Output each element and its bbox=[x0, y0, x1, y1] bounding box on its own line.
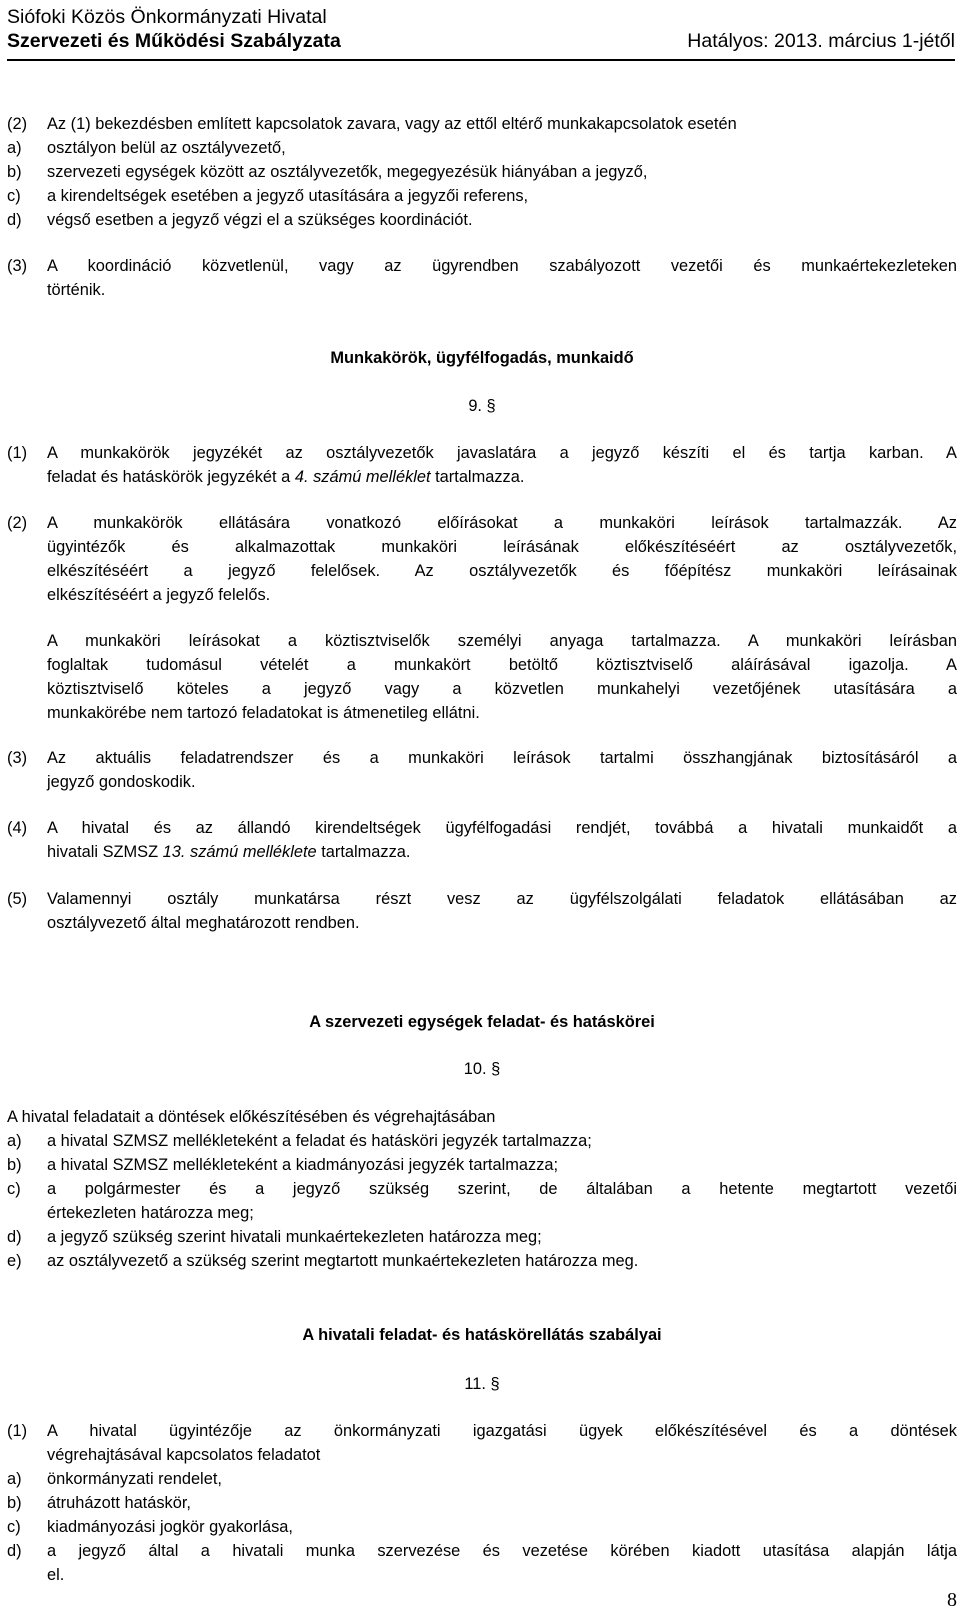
section-title: A hivatali feladat- és hatáskörellátás szabályai bbox=[302, 1326, 662, 1344]
list-text: önkormányzati rendelet, bbox=[47, 1470, 222, 1488]
list-text: osztályon belül az osztályvezető, bbox=[47, 139, 286, 157]
paragraph-text: A koordináció közvetlenül, vagy az ügyrendben szabályozott vezetői és munkaértekezleteken bbox=[47, 257, 957, 275]
section-title: Munkakörök, ügyfélfogadás, munkaidő bbox=[330, 349, 634, 367]
paragraph-text: Az (1) bekezdésben említett kapcsolatok zavara, vagy az ettől eltérő munkakapcsolatok esetén bbox=[47, 115, 737, 133]
paragraph-text: foglaltak tudomásul vételét a munkakört betöltő köztisztviselő aláírásával igazolja. A bbox=[47, 656, 957, 674]
list-mark: c) bbox=[7, 1180, 21, 1198]
paragraph-number: (1) bbox=[7, 1422, 28, 1440]
section-number bbox=[7, 1057, 957, 1081]
list-text: a polgármester és a jegyző szükség szerint, de általában a hetente megtartott vezetői bbox=[47, 1180, 957, 1198]
list-text: átruházott hatáskör, bbox=[47, 1494, 191, 1512]
list-text: a hivatal SZMSZ mellékleteként a feladat és hatásköri jegyzék tartalmazza; bbox=[47, 1132, 592, 1150]
paragraph-text: köztisztviselő köteles a jegyző vagy a közvetlen munkahelyi vezetőjének utasítására a bbox=[47, 680, 957, 698]
paragraph-number: (3) bbox=[7, 749, 28, 767]
list-mark: b) bbox=[7, 1156, 22, 1174]
section-num: 11. bbox=[464, 1375, 486, 1393]
section-intro: A hivatal feladatait a döntések előkészítésében és végrehajtásában bbox=[7, 1108, 496, 1126]
list-mark: b) bbox=[7, 1494, 22, 1512]
list-mark: a) bbox=[7, 1132, 22, 1150]
paragraph-text: osztályvezető által meghatározott rendben. bbox=[47, 914, 360, 932]
list-text: az osztályvezető a szükség szerint megtartott munkaértekezleten határozza meg. bbox=[47, 1252, 639, 1270]
list-text: a hivatal SZMSZ mellékleteként a kiadmányozási jegyzék tartalmazza; bbox=[47, 1156, 559, 1174]
list-text: a jegyző által a hivatali munka szervezése és vezetése körében kiadott utasítása alapján látja bbox=[47, 1542, 957, 1560]
paragraph-text: elkészítéséért a jegyző felelősek. Az osztályvezetők és főépítész munkaköri leírásainak bbox=[47, 562, 957, 580]
list-text: el. bbox=[47, 1566, 65, 1584]
paragraph-number: (2) bbox=[7, 514, 28, 532]
list-mark: d) bbox=[7, 1542, 22, 1560]
list-mark: a) bbox=[7, 139, 22, 157]
section-sign: § bbox=[486, 397, 496, 415]
list-mark: c) bbox=[7, 187, 21, 205]
section-title: A szervezeti egységek feladat- és hatáskörei bbox=[309, 1013, 655, 1031]
paragraph-text: végrehajtásával kapcsolatos feladatot bbox=[47, 1446, 321, 1464]
list-text: értekezleten határozza meg; bbox=[47, 1204, 254, 1222]
paragraph-text: elkészítéséért a jegyző felelős. bbox=[47, 586, 271, 604]
paragraph-text: munkakörébe nem tartozó feladatokat is átmenetileg ellátni. bbox=[47, 704, 480, 722]
annex-reference: 4. számú melléklet bbox=[294, 468, 431, 486]
page-number: 8 bbox=[947, 1589, 957, 1611]
paragraph-text: hivatali SZMSZ 13. számú melléklete tartalmazza. bbox=[47, 843, 411, 861]
section-sign: § bbox=[490, 1375, 500, 1393]
header-organization: Siófoki Közös Önkormányzati Hivatal bbox=[7, 6, 327, 28]
paragraph-number: (2) bbox=[7, 115, 28, 133]
section-number bbox=[7, 1372, 957, 1396]
list-text: a kirendeltségek esetében a jegyző utasítására a jegyzői referens, bbox=[47, 187, 529, 205]
section-num: 10. bbox=[463, 1060, 487, 1078]
paragraph-text: történik. bbox=[47, 281, 106, 299]
paragraph-text: feladat és hatáskörök jegyzékét a 4. számú melléklet tartalmazza. bbox=[47, 468, 525, 486]
paragraph-number: (4) bbox=[7, 819, 28, 837]
paragraph-text: A munkakörök jegyzékét az osztályvezetők javaslatára a jegyző készíti el és tartja karban. A bbox=[47, 444, 957, 462]
list-mark: d) bbox=[7, 211, 22, 229]
list-mark: e) bbox=[7, 1252, 22, 1270]
list-text: a jegyző szükség szerint hivatali munkaértekezleten határozza meg; bbox=[47, 1228, 542, 1246]
paragraph-number: (3) bbox=[7, 257, 28, 275]
paragraph-text: A hivatal és az állandó kirendeltségek ügyfélfogadási rendjét, továbbá a hivatali munkaidőt a bbox=[47, 819, 957, 837]
paragraph-text: ügyintézők és alkalmazottak munkaköri leírásának előkészítéséért az osztályvezetők, bbox=[47, 538, 957, 556]
paragraph-text: A munkakörök ellátására vonatkozó előírásokat a munkaköri leírások tartalmazzák. Az bbox=[47, 514, 957, 532]
paragraph-text: Valamennyi osztály munkatársa részt vesz az ügyfélszolgálati feladatok ellátásában az bbox=[47, 890, 957, 908]
paragraph-number: (5) bbox=[7, 890, 28, 908]
list-mark: d) bbox=[7, 1228, 22, 1246]
header-effective-date: Hatályos: 2013. március 1-jétől bbox=[687, 30, 955, 52]
section-sign: § bbox=[491, 1060, 501, 1078]
list-text: kiadmányozási jogkör gyakorlása, bbox=[47, 1518, 293, 1536]
paragraph-text: A hivatal ügyintézője az önkormányzati igazgatási ügyek előkészítésével és a döntések bbox=[47, 1422, 957, 1440]
section-number bbox=[7, 394, 957, 418]
list-mark: c) bbox=[7, 1518, 21, 1536]
paragraph-number: (1) bbox=[7, 444, 28, 462]
list-text: végső esetben a jegyző végzi el a szükséges koordinációt. bbox=[47, 211, 473, 229]
paragraph-text: Az aktuális feladatrendszer és a munkaköri leírások tartalmi összhangjának biztosításáról a bbox=[47, 749, 957, 767]
annex-reference: 13. számú melléklete bbox=[162, 843, 317, 861]
list-mark: b) bbox=[7, 163, 22, 181]
header-document-title: Szervezeti és Működési Szabályzata bbox=[7, 30, 341, 52]
list-mark: a) bbox=[7, 1470, 22, 1488]
paragraph-text: jegyző gondoskodik. bbox=[47, 773, 196, 791]
paragraph-text: A munkaköri leírásokat a köztisztviselők személyi anyaga tartalmazza. A munkaköri leírásban bbox=[47, 632, 957, 650]
list-text: szervezeti egységek között az osztályvezetők, megegyezésük hiányában a jegyző, bbox=[47, 163, 648, 181]
page-header bbox=[7, 3, 955, 61]
section-num: 9. bbox=[468, 397, 482, 415]
